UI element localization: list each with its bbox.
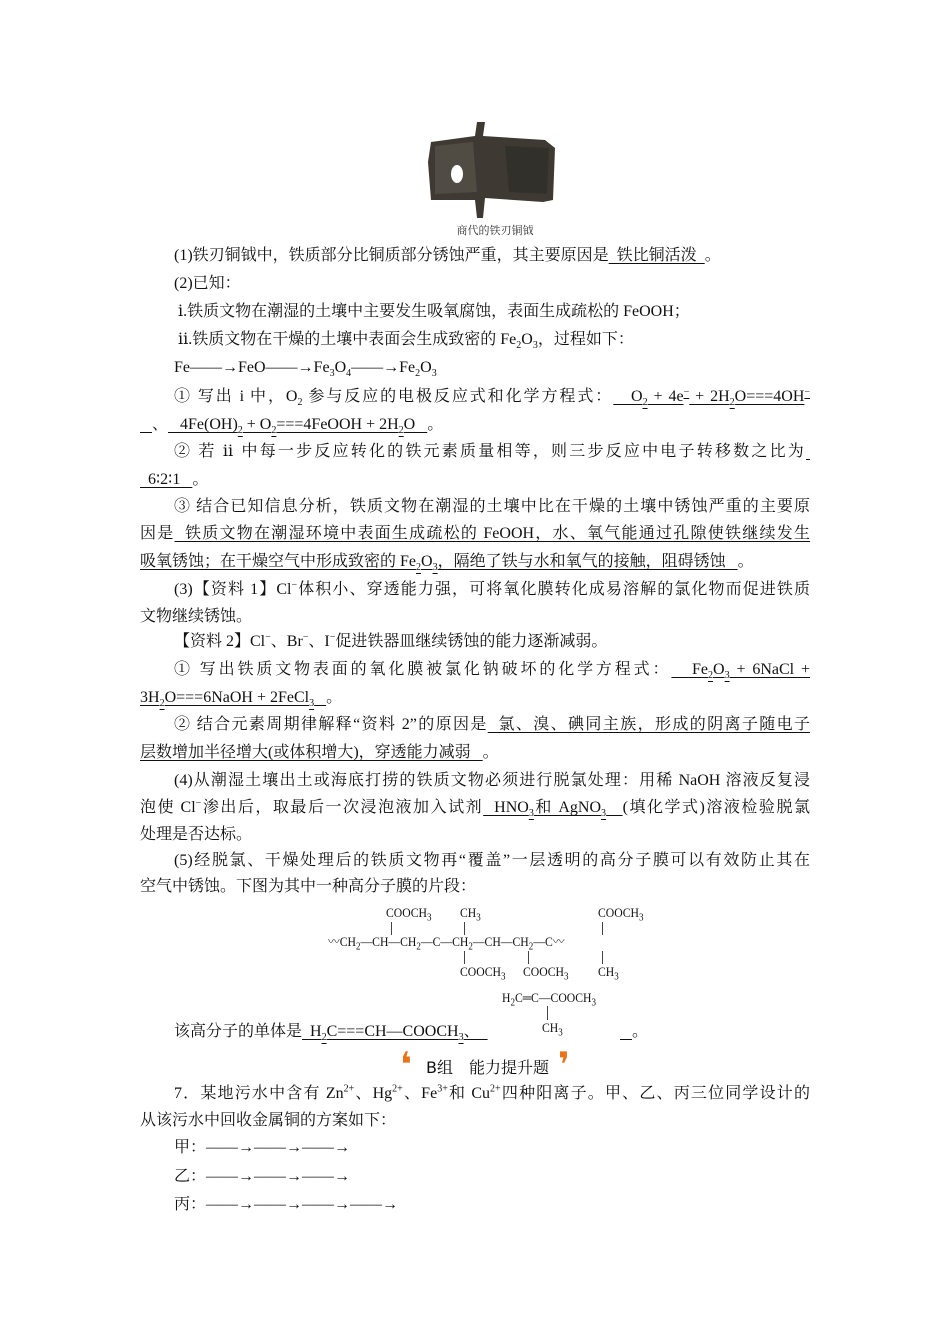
text-segment: 3 — [591, 997, 597, 1009]
text-line — [174, 274, 810, 294]
text-line — [174, 1084, 810, 1104]
text-segment: − — [195, 797, 202, 809]
text-segment: H — [502, 990, 511, 1005]
answer-text — [806, 443, 810, 460]
text-segment: 丙：——→——→——→——→ — [174, 1196, 399, 1213]
text-line — [174, 580, 810, 600]
answer-text: 2 — [159, 698, 165, 710]
text-segment: ① 写出铁质文物表面的氧化膜被氯化钠破坏的化学方程式： — [174, 661, 672, 678]
bronze-axe-image — [425, 122, 560, 227]
answer-text: 3 — [432, 562, 438, 574]
text-segment: CH — [542, 1020, 559, 1035]
answer-text: 2 — [416, 562, 422, 574]
text-segment: 体积小、穿透能力强，可将氧化膜转化成易溶解的氯化物而促进铁质 — [297, 581, 810, 598]
text-line — [174, 715, 810, 735]
text-segment: 3 — [500, 971, 506, 983]
text-segment: ，过程如下： — [537, 331, 634, 348]
text-segment: 3+ — [437, 1083, 448, 1095]
polymer-label — [386, 905, 432, 924]
text-segment: 泡使 Cl — [140, 799, 196, 816]
answer-text: 2 — [237, 425, 243, 437]
text-line — [174, 246, 810, 266]
text-line — [174, 442, 810, 462]
text-segment: —CH—CH — [472, 934, 529, 949]
answer-text: 3 — [528, 808, 534, 820]
text-segment: COOCH — [523, 964, 564, 979]
text-segment: 4 — [346, 368, 352, 380]
text-segment: 2 — [510, 997, 515, 1009]
text-segment: 、 — [152, 416, 169, 433]
text-segment: 、I — [308, 633, 330, 650]
text-line — [174, 660, 810, 680]
text-segment: − — [291, 579, 298, 591]
text-segment: 2 — [416, 941, 421, 953]
text-line — [174, 497, 810, 517]
answer-text: 3 — [601, 808, 607, 820]
polymer-label — [598, 905, 644, 924]
answer-text: + 6NaCl + — [729, 661, 810, 678]
polymer-label — [523, 964, 569, 983]
text-segment: 2 — [468, 941, 473, 953]
answer-text — [314, 689, 326, 706]
text-line — [140, 607, 810, 627]
answer-text — [140, 416, 152, 433]
text-segment: 。 — [482, 744, 499, 761]
answer-text: H — [302, 1023, 322, 1040]
answer-text: 4Fe(OH) — [168, 416, 238, 433]
text-line — [174, 387, 810, 407]
text-segment: ② 结合元素周期律解释“资料 2”的原因是 — [174, 716, 488, 733]
text-line — [140, 743, 810, 763]
text-segment: 甲：——→——→——→ — [174, 1139, 351, 1156]
text-segment: COOCH — [386, 905, 427, 920]
answer-text: + 4e — [647, 388, 684, 405]
answer-text: 2 — [271, 425, 277, 437]
text-segment: 3 — [563, 971, 569, 983]
text-segment: 【资料 2】Cl — [174, 633, 266, 650]
text-segment: 2 — [516, 340, 522, 352]
text-segment: 2 — [528, 941, 534, 953]
text-line — [174, 1195, 810, 1215]
answer-text: 和 AgNO — [533, 799, 602, 816]
text-line — [140, 415, 810, 435]
answer-text: 氯、溴、碘同主族，形成的阴离子随电子 — [487, 716, 810, 733]
text-segment: 。 — [427, 416, 444, 433]
polymer-label — [542, 1020, 563, 1039]
text-segment: O — [420, 359, 432, 376]
text-segment: 〰CH — [328, 934, 356, 949]
text-segment: 2 — [415, 368, 421, 380]
text-segment: 空气中锈蚀。下图为其中一种高分子膜的片段： — [140, 878, 477, 895]
text-segment: ——→Fe — [351, 359, 416, 376]
text-line — [178, 330, 848, 350]
text-segment: 3 — [426, 912, 432, 924]
text-segment: 、Br — [270, 633, 303, 650]
text-line — [174, 1138, 810, 1158]
text-segment: 乙：——→——→——→ — [174, 1168, 351, 1185]
answer-text: 吸氧锈蚀；在干燥空气中形成致密的 Fe — [140, 553, 417, 570]
text-segment: ③ 结合已知信息分析，铁质文物在潮湿的土壤中比在干燥的土壤中锈蚀严重的主要原 — [174, 498, 810, 515]
text-segment: 。 — [192, 471, 209, 488]
text-line — [174, 771, 810, 791]
open-quote-icon: ❛ — [400, 1045, 412, 1085]
text-segment: − — [302, 631, 309, 643]
figure-caption: 商代的铁刃铜钺 — [456, 225, 534, 237]
polymer-label — [460, 964, 506, 983]
text-segment: (2)已知： — [174, 275, 241, 292]
text-segment: 2+ — [490, 1083, 501, 1095]
bond — [547, 1006, 548, 1020]
answer-text: − — [683, 386, 690, 398]
bond — [528, 951, 529, 964]
answer-text: 3H — [140, 689, 160, 706]
answer-text: 6∶2∶1 — [140, 471, 193, 488]
text-segment: 3 — [329, 368, 335, 380]
text-segment: − — [329, 631, 336, 643]
bond — [464, 951, 465, 964]
polymer-label — [328, 934, 565, 953]
text-segment: 。 — [704, 247, 721, 264]
text-segment: 2 — [355, 941, 361, 953]
text-segment: CH — [598, 964, 615, 979]
polymer-label — [460, 905, 481, 924]
polymer-label — [598, 964, 619, 983]
text-segment: O — [521, 331, 533, 348]
answer-text: O — [403, 416, 428, 433]
text-segment: ② 若 ⅱ 中每一步反应转化的铁元素质量相等，则三步反应中电子转移数之比为 — [174, 443, 806, 460]
text-segment: − — [265, 631, 271, 643]
answer-text: + 2H — [689, 388, 730, 405]
answer-text — [606, 799, 623, 816]
text-segment: (3)【资料 1】Cl — [174, 581, 292, 598]
text-segment: O — [334, 359, 347, 376]
text-line — [174, 1167, 810, 1187]
text-line — [174, 851, 810, 871]
answer-text: 层数增加半径增大(或体积增大)，穿透能力减弱 — [140, 744, 483, 761]
answer-tail: 。 — [632, 1023, 649, 1040]
bond — [602, 951, 603, 964]
answer-text: Fe — [671, 661, 709, 678]
text-segment: COOCH — [460, 964, 501, 979]
text-segment: 2+ — [392, 1083, 403, 1095]
bond — [602, 922, 603, 935]
answer-text: 铁比铜活泼 — [608, 247, 705, 264]
text-segment: 2 — [297, 397, 303, 409]
text-line — [140, 825, 810, 845]
answer-text: 3 — [458, 1032, 464, 1044]
text-segment: 、Hg — [354, 1085, 393, 1102]
answer-text: O===6NaOH + 2FeCl — [164, 689, 310, 706]
text-segment: (1)铁刃铜钺中，铁质部分比铜质部分锈蚀严重，其主要原因是 — [174, 247, 609, 264]
text-segment: 3 — [638, 912, 644, 924]
text-segment: —C〰 — [533, 934, 565, 949]
text-line — [140, 524, 810, 544]
text-line — [178, 302, 848, 322]
section-title: B组 能力提升题 — [426, 1058, 549, 1077]
answer-text: 3 — [724, 670, 730, 682]
text-segment: 3 — [558, 1027, 563, 1039]
text-segment: 文物继续锈蚀。 — [140, 608, 253, 625]
text-segment: ① 写出 i 中，O — [174, 388, 298, 405]
text-segment: 从该污水中回收金属铜的方案如下： — [140, 1112, 397, 1129]
text-segment: ⅰ.铁质文物在潮湿的土壤中主要发生吸氧腐蚀，表面生成疏松的 FeOOH； — [178, 303, 690, 320]
text-segment: 。 — [326, 689, 343, 706]
answer-text: ，隔绝了铁与水和氧气的接触，阻碍锈蚀 — [437, 553, 738, 570]
answer-text: C===CH—COOCH — [326, 1023, 459, 1040]
text-segment: (填化学式)溶液检验脱氯 — [622, 799, 810, 816]
text-line — [174, 632, 810, 652]
text-segment: (4)从潮湿土壤出土或海底打捞的铁质文物必须进行脱氯处理：用稀 NaOH 溶液反复浸 — [174, 772, 810, 789]
answer-text: HNO — [483, 799, 529, 816]
answer-text: 2 — [708, 670, 714, 682]
text-segment: COOCH — [598, 905, 639, 920]
text-segment: 促进铁器皿继续锈蚀的能力逐渐减弱。 — [335, 633, 608, 650]
text-segment: 、Fe — [402, 1085, 438, 1102]
text-segment: 。 — [737, 553, 754, 570]
text-line — [140, 877, 810, 897]
text-segment: —CH—CH — [360, 934, 417, 949]
text-line — [140, 470, 810, 490]
text-segment: Fe——→FeO——→Fe — [174, 359, 330, 376]
text-segment: 3 — [431, 368, 437, 380]
text-segment: 3 — [476, 912, 481, 924]
answer-text: O===4OH — [734, 388, 805, 405]
answer-text: + O — [242, 416, 272, 433]
text-segment: —C—CH — [420, 934, 469, 949]
section-header — [400, 1045, 585, 1085]
answer-text: 3 — [309, 698, 315, 710]
text-segment: 2+ — [343, 1083, 355, 1095]
text-line — [140, 1111, 810, 1131]
text-segment: 7．某地污水中含有 Zn — [174, 1085, 344, 1102]
text-segment: CH — [460, 905, 477, 920]
answer-text: O — [713, 661, 725, 678]
text-line — [140, 552, 810, 572]
text-segment: 渗出后，取最后一次浸泡液加入试剂 — [201, 799, 484, 816]
answer-text: 2 — [729, 397, 735, 409]
answer-text: 2 — [321, 1032, 327, 1044]
text-segment: 和 Cu — [447, 1085, 491, 1102]
text-segment: 处理是否达标。 — [140, 826, 253, 843]
text-segment: ⅱ.铁质文物在干燥的土壤中表面会生成致密的 Fe — [178, 331, 517, 348]
text-segment: 该高分子的单体是 — [174, 1023, 303, 1040]
text-line — [140, 688, 810, 708]
answer-text: − — [804, 386, 811, 398]
text-segment: 四种阳离子。甲、乙、丙三位同学设计的 — [500, 1085, 810, 1102]
text-line — [140, 798, 810, 818]
text-segment: (5)经脱氯、干燥处理后的铁质文物再“覆盖”一层透明的高分子膜可以有效防止其在 — [174, 852, 810, 869]
text-line — [174, 1022, 810, 1042]
text-segment: C═C—COOCH — [514, 990, 592, 1005]
answer-text: 2 — [398, 425, 404, 437]
text-line — [174, 358, 810, 378]
answer-text: 、 — [463, 1023, 488, 1040]
answer-text: O — [613, 388, 643, 405]
text-segment: 因是 — [140, 525, 175, 542]
close-quote-icon: ❜ — [558, 1045, 570, 1085]
answer-text: 2 — [642, 397, 648, 409]
polymer-label — [502, 990, 597, 1009]
text-segment: 参与反应的电极反应式和化学方程式： — [302, 388, 614, 405]
text-segment: 3 — [532, 340, 538, 352]
text-segment: 3 — [614, 971, 619, 983]
answer-text: 铁质文物在潮湿环境中表面生成疏松的 FeOOH，水、氧气能通过孔隙使铁继续发生 — [174, 525, 810, 542]
answer-text: ===4FeOOH + 2H — [276, 416, 399, 433]
answer-text: O — [421, 553, 433, 570]
